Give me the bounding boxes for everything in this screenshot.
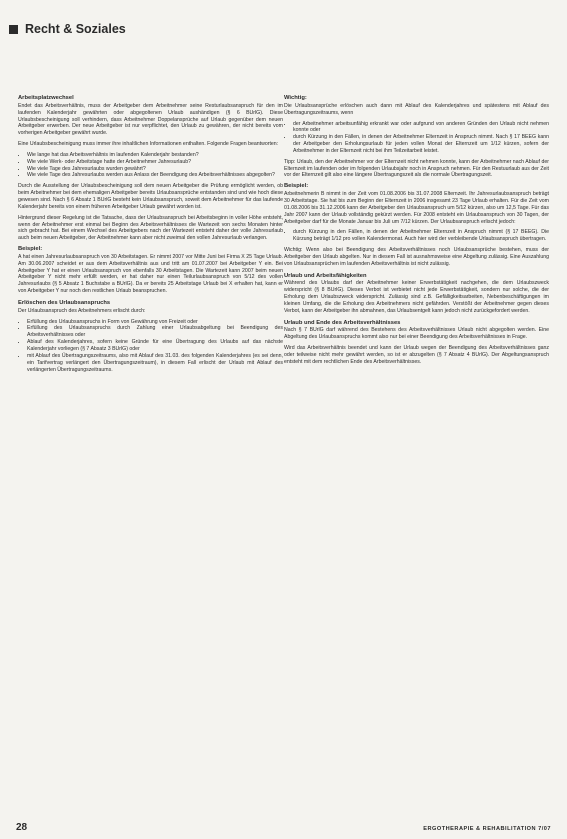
list-item: • Wie viele Tage des Jahresurlaubs werden aus Anlass der Beendigung des Arbeitsverhältnisses abgegolten? [27, 172, 283, 179]
heading-erloeschen: Erlöschen des Urlaubsanspruchs [18, 299, 111, 306]
heading-beispiel: Beispiel: [284, 183, 309, 190]
list-item: • mit Ablauf des Übertragungszeitraums, also mit Ablauf des 31.03. des folgenden Kalenderjahres (es sei denn, ein Tarifvertrag verlängert den Übertragungszeitraum), in diesem Fall erlischt der Urlaub mit Ablauf des verlängerten Übertragungszeitraums. [27, 353, 283, 374]
paragraph: Der Urlaubsanspruch des Arbeitnehmers erlischt durch: [18, 307, 146, 314]
section-title: Recht & Soziales [25, 22, 126, 36]
bullet-list [284, 229, 549, 243]
paragraph: Wichtig: Wenn also bei Beendigung des Arbeitsverhältnisses noch Urlaubsansprüche bestehen, muss der Arbeitgeber den Urlaub abgelten. Nur in diesem Fall ist ausnahmsweise eine Abgeltung zulässig. Eine Auszahlung von Urlaubsansprüchen im laufenden Arbeitsverhältnis ist nicht zulässig. [284, 247, 549, 267]
heading-arbeitsplatzwechsel: Arbeitsplatzwechsel [18, 95, 74, 101]
heading-urlaub-arbeitsfaehigkeiten: Urlaub und Arbeitsfähigkeiten [284, 272, 367, 279]
list-item: • durch Kürzung in den Fällen, in denen der Arbeitnehmer Elternzeit in Anspruch nimmt. Nach § 17 BEEG kann der Arbeitgeber den Erholungsurlaub für jeden vollen Monat der Elternzeit um 1/12 kürzen, sofern der Arbeitnehmer in der Elternzeit nicht bei ihm Teilzeitarbeit leistet. [293, 134, 549, 155]
paragraph: Wird das Arbeitsverhältnis beendet und kann der Urlaub wegen der Beendigung des Arbeitsverhältnisses ganz oder teilweise nicht mehr gewährt werden, so ist er abzugelten (§ 7 Absatz 4 BUrlG). Der Abgeltungsanspruch entsteht mit dem rechtlichen Ende des Arbeitsverhältnisses. [284, 345, 549, 365]
paragraph: Tipp: Urlaub, den der Arbeitnehmer vor der Elternzeit nicht nehmen konnte, kann der Arbeitnehmer nach Ablauf der Elternzeit im laufenden oder im folgenden Urlaubsjahr noch in Anspruch nehmen. Für den Restuurlaub aus der Zeit vor der Elternzeit gilt also eine längere Übertragungszeit als die normale Übertragungszeit. [284, 158, 549, 179]
bullet-list [18, 319, 283, 374]
paragraph: Endet das Arbeitsverhältnis, muss der Arbeitgeber dem Arbeitnehmer seine Resturlaubsanspruch für den im laufenden Kalenderjahr gewährten oder abgegoltenen Urlaub aushändigen (§ 6 BUrlG). Diese Urlaubsbescheinigung soll verhindern, dass Arbeitnehmer Doppelansprüche auf Urlaub gegenüber dem neuen Arbeitgeber erwerben. Der neue Arbeitgeber ist nur verpflichtet, den Urlaub zu gewähren, der nicht bereits vom vorherigen Arbeitgeber gewährt wurde. [18, 102, 283, 137]
bullet-list [284, 121, 549, 155]
paragraph: Durch die Ausstellung der Urlaubsbescheinigung soll dem neuen Arbeitgeber die Prüfung ermöglicht werden, ob beim Arbeitnehmer bei dem ehemaligen Arbeitgeber bereits Urlaubsansprüche entstanden sind und wie hoch diese gewesen sind. Nach § 6 Absatz 1 BUrlG besteht kein Urlaubsanspruch, soweit dem Arbeitnehmer für das laufende Kalenderjahr bereits von einem früheren Arbeitgeber Urlaub gewährt worden ist. [18, 183, 283, 210]
paragraph: A hat einen Jahresurlaubsanspruch von 30 Arbeitstagen. Er nimmt 2007 vor Mitte Juni bei Firma X 25 Tage Urlaub. Am 30.06.2007 scheidet er aus dem Arbeitsverhältnis aus und tritt am 01.07.2007 bei Arbeitgeber Y ein. Bei Arbeitgeber Y hat er einen Urlaubsanspruch von ebenfalls 30 Arbeitstagen. Die Wartezeit kann 2007 beim neuen Arbeitgeber Y nicht mehr erfüllt werden, er hat daher nur einen Teilurlaubsanspruch von 5/12 des vollen Jahresurlaubs (§ 5 Absatz 1 Buchstabe a BUrlG). Da er bereits 25 Arbeitstage Urlaub bei X erhalten hat, kann er von Arbeitgeber Y nur noch den restlichen Urlaub beanspruchen. [18, 253, 283, 295]
paragraph: Während des Urlaubs darf der Arbeitnehmer keiner Erwerbstätigkeit nachgehen, die dem Urlaubszweck widerspricht (§ 8 BUrlG). Dieses Verbot ist verbietet nicht jede Erwerbstätigkeit, sondern nur solche, die der Erholung dem Urlaubszweck widerspricht. Zulässig sind z.B. Gefälligkeitsarbeiten, Nebenbeschäftigungen im kleinen Umfang, die die Erholung des Arbeitnehmers nicht gefährden. Verstößt der Arbeitnehmer gegen dieses Verbot, kann der Arbeitgeber ihn abmahnen, das Urlaubsentgelt kann jedoch nicht zurückgefordert werden. [284, 280, 549, 314]
magazine-name: ERGOTHERAPIE & REHABILITATION 7/07 [423, 826, 551, 832]
list-item: • Wie viele Werk- oder Arbeitstage hatte der Arbeitnehmer Jahresurlaub? [27, 159, 283, 166]
section-header [9, 22, 126, 36]
list-item: • Erfüllung des Urlaubsanspruchs in Form von Gewährung von Freizeit oder [27, 319, 283, 326]
list-item: • Wie lange hat das Arbeitsverhältnis im laufenden Kalenderjahr bestanden? [27, 152, 283, 159]
heading-urlaub-ende: Urlaub und Ende des Arbeitsverhältnisses [284, 319, 401, 326]
paragraph: Nach § 7 BUrlG darf während des Bestehens des Arbeitsverhältnisses Urlaub nicht abgegolten werden. Eine Abgeltung des Urlaubsanspruchs kommt also nur bei einer Beendigung des Arbeitsverhältnisses in Frage. [284, 327, 549, 341]
page-number: 28 [16, 822, 28, 833]
right-column [284, 95, 549, 370]
list-item: • Erfüllung des Urlaubsanspruchs durch Zahlung einer Urlaubsabgeltung bei Beendigung des Arbeitsverhältnisses oder [27, 325, 283, 339]
list-item: • Ablauf des Kalenderjahres, sofern keine Gründe für eine Übertragung des Urlaubs auf das nächste Kalenderjahr vorliegen (§ 7 Absatz 3 BUrlG) oder [27, 339, 283, 353]
list-item: • der Arbeitnehmer arbeitsunfähig erkrankt war oder aufgrund von anderen Gründen den Urlaub nicht nehmen konnte oder [293, 121, 549, 135]
paragraph: Hintergrund dieser Regelung ist die Tatsache, dass der Urlaubsanspruch bei Arbeitsbeginn in voller Höhe entsteht, wenn der Arbeitnehmer erst einmal bei Beginn des Arbeitsverhältnisses die Wartezeit von sechs Monaten hinter sich gebracht hat. Bei einem Wechsel des Arbeitgebers nach der Wartezeit entsteht daher der volle Jahresurlaub auch beim neuen Arbeitgeber, der Arbeitnehmer kann aber nicht zweimal den vollen Jahresurlaub verlangen. [18, 214, 283, 242]
paragraph: Eine Urlaubsbescheinigung muss immer ihre inhaltlichen Informationen enthalten. Folgende Fragen beantworten: [18, 141, 279, 148]
page-footer [16, 822, 551, 833]
list-item: • durch Kürzung in den Fällen, in denen der Arbeitnehmer Elternzeit in Anspruch nimmt (§ 17 BEEG). Die Kürzung beträgt 1/12 pro vollen Kalendermonat. Auch hier wird der verbleibende Urlaubsanspruch übertragen. [293, 229, 549, 243]
left-column [18, 95, 283, 377]
bullet-list [18, 152, 283, 179]
heading-wichtig: Wichtig: [284, 95, 307, 101]
section-square-icon [9, 25, 18, 34]
list-item: • Wie viele Tage des Jahresurlaubs wurden gewährt? [27, 166, 283, 173]
heading-beispiel: Beispiel: [18, 246, 43, 253]
paragraph: Die Urlaubsansprüche erlöschen auch dann mit Ablauf des Kalenderjahres und spätestens mit Ablauf des Übertragungszeitraums, wenn [284, 102, 549, 116]
paragraph: Arbeitnehmerin B nimmt in der Zeit vom 01.08.2006 bis 31.07.2008 Elternzeit. Ihr Jahresurlaubsanspruch beträgt 30 Arbeitstage. Sie hat bis zum Beginn der Elternzeit in 2006 insgesamt 23 Tage Urlaub erhalten. Für die Zeit vom 01.08.2006 bis 31.12.2006 kann der Arbeitgeber den Urlaubsanspruch um 5/12 kürzen, also um 12,5 Tage. Für das Jahr 2007 kann der Urlaub vollständig gekürzt werden. Für 2008 entsteht ein Urlaubsanspruch von 30 Tagen, der Arbeitgeber darf für die Monate Januar bis Juli um 7/12 kürzen. Der Urlaubsanspruch erlischt jedoch: [284, 191, 549, 225]
